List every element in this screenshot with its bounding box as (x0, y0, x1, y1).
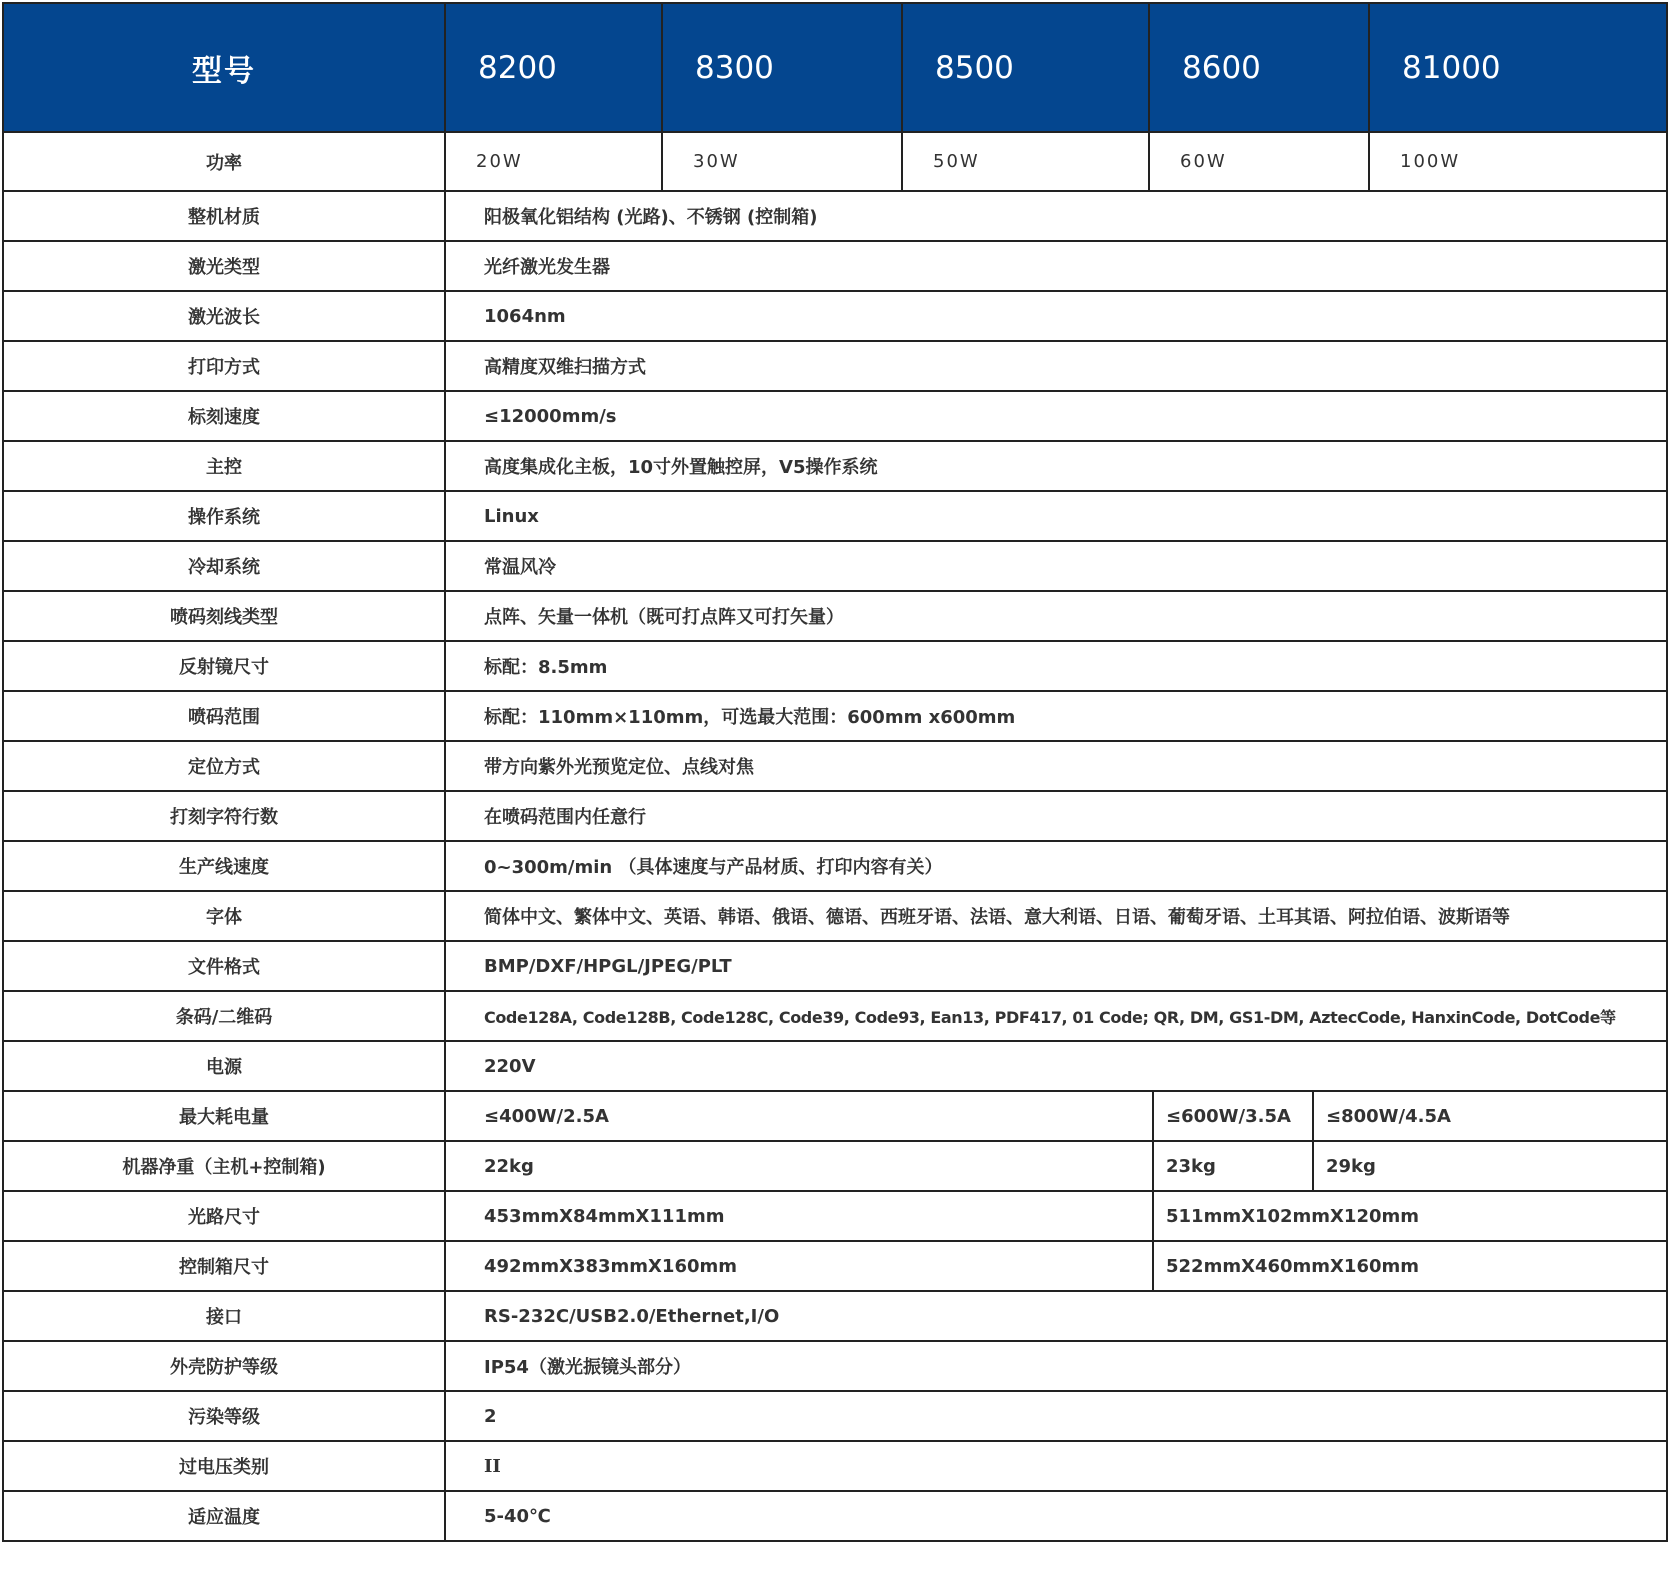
power-8300: 30W (662, 132, 902, 191)
spec-value: II (445, 1441, 1667, 1491)
max-power-label: 最大耗电量 (3, 1091, 445, 1141)
spec-value: 2 (445, 1391, 1667, 1441)
power-8500: 50W (902, 132, 1149, 191)
control-box-size-row (3, 1241, 1667, 1291)
spec-row (3, 1441, 1667, 1491)
spec-value: Linux (445, 491, 1667, 541)
spec-label: 电源 (3, 1041, 445, 1091)
spec-value: 光纤激光发生器 (445, 241, 1667, 291)
spec-value: 简体中文、繁体中文、英语、韩语、俄语、德语、西班牙语、法语、意大利语、日语、葡萄牙语、土耳其语、阿拉伯语、波斯语等 (445, 891, 1667, 941)
spec-row (3, 1291, 1667, 1341)
model-8500: 8500 (902, 3, 1149, 132)
spec-value: Code128A, Code128B, Code128C, Code39, Code93, Ean13, PDF417, 01 Code; QR, DM, GS1-DM, AztecCode, HanxinCode, DotCode等 (445, 991, 1667, 1041)
spec-label: 文件格式 (3, 941, 445, 991)
spec-label: 条码/二维码 (3, 991, 445, 1041)
max-power-row (3, 1091, 1667, 1141)
spec-label: 打刻字符行数 (3, 791, 445, 841)
spec-row (3, 991, 1667, 1041)
spec-row (3, 1041, 1667, 1091)
spec-label: 过电压类别 (3, 1441, 445, 1491)
weight-value: 29kg (1313, 1141, 1667, 1191)
optical-size-value: 453mmX84mmX111mm (445, 1191, 1153, 1241)
spec-value: 5-40℃ (445, 1491, 1667, 1541)
spec-row (3, 1341, 1667, 1391)
max-power-value: ≤800W/4.5A (1313, 1091, 1667, 1141)
control-box-size-value: 492mmX383mmX160mm (445, 1241, 1153, 1291)
spec-label: 整机材质 (3, 191, 445, 241)
spec-row (3, 341, 1667, 391)
spec-label: 打印方式 (3, 341, 445, 391)
spec-value: 0~300m/min （具体速度与产品材质、打印内容有关） (445, 841, 1667, 891)
power-81000: 100W (1369, 132, 1667, 191)
spec-row (3, 541, 1667, 591)
spec-row (3, 191, 1667, 241)
spec-label: 适应温度 (3, 1491, 445, 1541)
spec-value: 高精度双维扫描方式 (445, 341, 1667, 391)
spec-row (3, 691, 1667, 741)
optical-size-value: 511mmX102mmX120mm (1153, 1191, 1667, 1241)
power-row (3, 132, 1667, 191)
model-8600: 8600 (1149, 3, 1369, 132)
spec-value: 常温风冷 (445, 541, 1667, 591)
spec-row (3, 591, 1667, 641)
spec-label: 喷码范围 (3, 691, 445, 741)
spec-table (2, 2, 1668, 1542)
spec-row (3, 791, 1667, 841)
spec-value: IP54（激光振镜头部分） (445, 1341, 1667, 1391)
spec-label: 反射镜尺寸 (3, 641, 445, 691)
power-8600: 60W (1149, 132, 1369, 191)
control-box-size-value: 522mmX460mmX160mm (1153, 1241, 1667, 1291)
model-8200: 8200 (445, 3, 662, 132)
weight-value: 22kg (445, 1141, 1153, 1191)
spec-row (3, 1391, 1667, 1441)
spec-row (3, 391, 1667, 441)
control-box-size-label: 控制箱尺寸 (3, 1241, 445, 1291)
power-8200: 20W (445, 132, 662, 191)
spec-row (3, 741, 1667, 791)
weight-label: 机器净重（主机+控制箱) (3, 1141, 445, 1191)
spec-value: 标配：8.5mm (445, 641, 1667, 691)
spec-row (3, 841, 1667, 891)
spec-sheet (2, 2, 1666, 1542)
spec-label: 外壳防护等级 (3, 1341, 445, 1391)
spec-label: 主控 (3, 441, 445, 491)
spec-row (3, 491, 1667, 541)
max-power-value: ≤400W/2.5A (445, 1091, 1153, 1141)
spec-label: 标刻速度 (3, 391, 445, 441)
model-8300: 8300 (662, 3, 902, 132)
spec-value: 标配：110mm×110mm，可选最大范围：600mm x600mm (445, 691, 1667, 741)
header-row (3, 3, 1667, 132)
model-header-label: 型号 (3, 3, 445, 132)
max-power-value: ≤600W/3.5A (1153, 1091, 1313, 1141)
spec-value: 阳极氧化铝结构 (光路)、不锈钢 (控制箱) (445, 191, 1667, 241)
spec-row (3, 1491, 1667, 1541)
spec-label: 喷码刻线类型 (3, 591, 445, 641)
spec-label: 激光波长 (3, 291, 445, 341)
spec-label: 定位方式 (3, 741, 445, 791)
optical-size-row (3, 1191, 1667, 1241)
spec-row (3, 241, 1667, 291)
spec-label: 激光类型 (3, 241, 445, 291)
model-81000: 81000 (1369, 3, 1667, 132)
spec-label: 接口 (3, 1291, 445, 1341)
spec-row (3, 291, 1667, 341)
spec-value: 高度集成化主板，10寸外置触控屏，V5操作系统 (445, 441, 1667, 491)
spec-row (3, 891, 1667, 941)
spec-label: 生产线速度 (3, 841, 445, 891)
weight-row (3, 1141, 1667, 1191)
weight-value: 23kg (1153, 1141, 1313, 1191)
spec-label: 污染等级 (3, 1391, 445, 1441)
spec-value: BMP/DXF/HPGL/JPEG/PLT (445, 941, 1667, 991)
spec-value: 在喷码范围内任意行 (445, 791, 1667, 841)
spec-row (3, 941, 1667, 991)
spec-row (3, 641, 1667, 691)
spec-value: ≤12000mm/s (445, 391, 1667, 441)
optical-size-label: 光路尺寸 (3, 1191, 445, 1241)
spec-value: 点阵、矢量一体机（既可打点阵又可打矢量） (445, 591, 1667, 641)
power-label: 功率 (3, 132, 445, 191)
spec-label: 字体 (3, 891, 445, 941)
spec-value: 1064nm (445, 291, 1667, 341)
spec-label: 操作系统 (3, 491, 445, 541)
spec-label: 冷却系统 (3, 541, 445, 591)
spec-value: 带方向紫外光预览定位、点线对焦 (445, 741, 1667, 791)
spec-row (3, 441, 1667, 491)
spec-value: RS-232C/USB2.0/Ethernet,I/O (445, 1291, 1667, 1341)
spec-value: 220V (445, 1041, 1667, 1091)
